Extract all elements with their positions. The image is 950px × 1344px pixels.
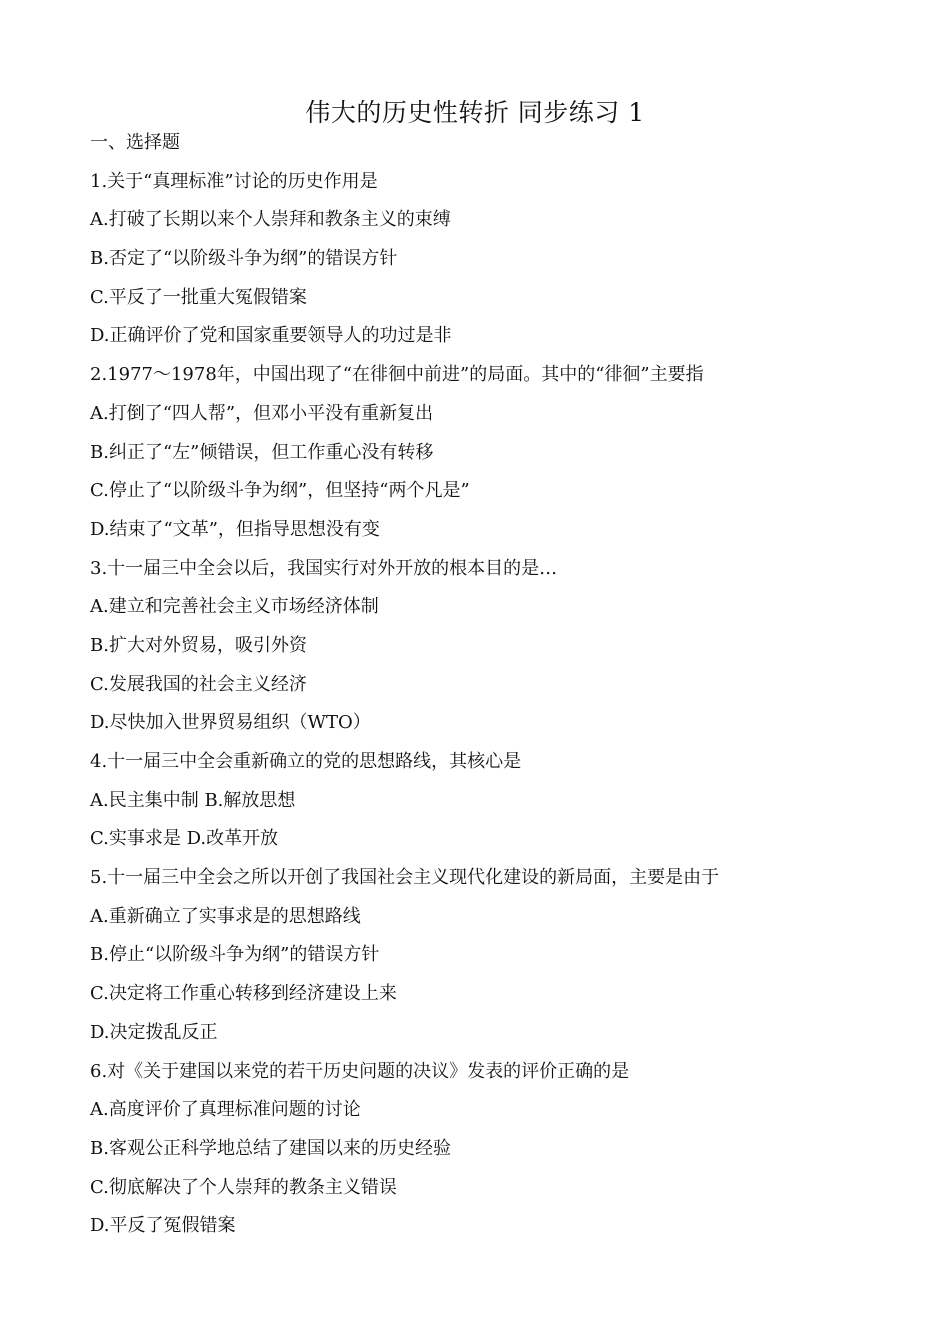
question-2-option-d: D.结束了“文革”，但指导思想没有变 bbox=[90, 518, 380, 540]
question-3-option-c: C.发展我国的社会主义经济 bbox=[90, 673, 307, 695]
question-4-options-ab: A.民主集中制 B.解放思想 bbox=[90, 789, 296, 811]
question-5-option-b: B.停止“以阶级斗争为纲”的错误方针 bbox=[90, 944, 380, 966]
question-3-stem: 3.十一届三中全会以后，我国实行对外开放的根本目的是… bbox=[90, 557, 558, 579]
question-6-option-b: B.客观公正科学地总结了建国以来的历史经验 bbox=[90, 1137, 451, 1159]
question-2-option-c: C.停止了“以阶级斗争为纲”，但坚持“两个凡是” bbox=[90, 480, 470, 502]
question-1-option-b: B.否定了“以阶级斗争为纲”的错误方针 bbox=[90, 248, 398, 270]
document-body bbox=[90, 124, 890, 1246]
question-3-option-d: D.尽快加入世界贸易组织（WTO） bbox=[90, 712, 371, 734]
question-4-stem: 4.十一届三中全会重新确立的党的思想路线，其核心是 bbox=[90, 751, 522, 772]
question-6-option-d: D.平反了冤假错案 bbox=[90, 1215, 236, 1237]
section-heading: 一、选择题 bbox=[90, 132, 180, 153]
question-2-stem: 2.1977～1978年，中国出现了“在徘徊中前进”的局面。其中的“徘徊”主要指 bbox=[90, 364, 704, 386]
question-1-option-d: D.正确评价了党和国家重要领导人的功过是非 bbox=[90, 325, 452, 347]
question-2-option-a: A.打倒了“四人帮”，但邓小平没有重新复出 bbox=[90, 402, 434, 424]
question-5-option-d: D.决定拨乱反正 bbox=[90, 1021, 218, 1043]
question-4-options-cd: C.实事求是 D.改革开放 bbox=[90, 828, 279, 850]
question-1-stem: 1.关于“真理标准”讨论的历史作用是 bbox=[90, 170, 378, 192]
question-3-option-a: A.建立和完善社会主义市场经济体制 bbox=[90, 596, 379, 618]
question-5-option-c: C.决定将工作重心转移到经济建设上来 bbox=[90, 983, 397, 1005]
document-title: 伟大的历史性转折 同步练习 1 bbox=[305, 98, 645, 127]
question-1-option-c: C.平反了一批重大冤假错案 bbox=[90, 286, 307, 308]
question-1-option-a: A.打破了长期以来个人崇拜和教条主义的束缚 bbox=[90, 209, 451, 231]
question-5-stem: 5.十一届三中全会之所以开创了我国社会主义现代化建设的新局面，主要是由于 bbox=[90, 867, 720, 889]
question-6-option-a: A.高度评价了真理标准问题的讨论 bbox=[90, 1099, 361, 1121]
question-6-option-c: C.彻底解决了个人崇拜的教条主义错误 bbox=[90, 1176, 397, 1198]
question-3-option-b: B.扩大对外贸易，吸引外资 bbox=[90, 634, 307, 656]
question-6-stem: 6.对《关于建国以来党的若干历史问题的决议》发表的评价正确的是 bbox=[90, 1060, 630, 1082]
question-2-option-b: B.纠正了“左”倾错误，但工作重心没有转移 bbox=[90, 441, 434, 463]
question-5-option-a: A.重新确立了实事求是的思想路线 bbox=[90, 905, 361, 927]
